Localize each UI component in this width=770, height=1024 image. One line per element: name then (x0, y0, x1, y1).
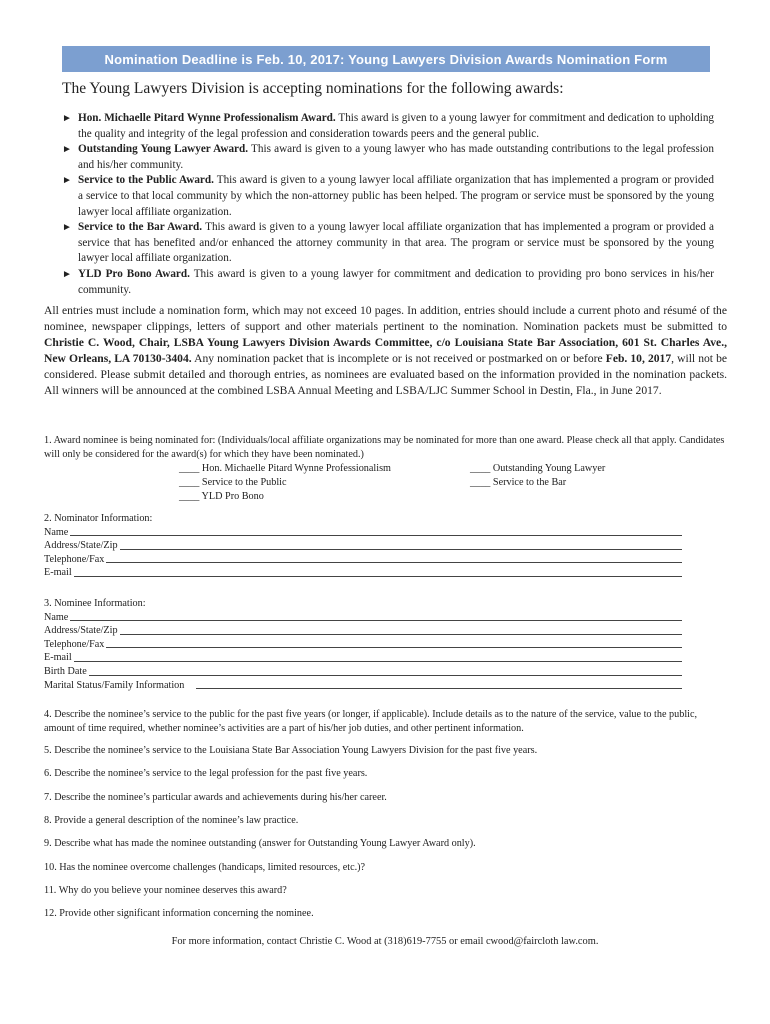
entries-paragraph (44, 303, 727, 400)
entries-text: Any nomination packet that is incomplete or is not received or postmarked on or before (191, 352, 606, 366)
nominee-marital-status-field[interactable] (44, 679, 682, 693)
field-line[interactable] (74, 652, 682, 662)
award-name: Hon. Michaelle Pitard Wynne Professionalism Award. (78, 112, 336, 124)
entries-text: , will not be considered. Please submit detailed and thorough entries, as nominees are evaluated based on the information provided in the nomination packets. All winners will be announced at the combined LSBA Annual Meeting and LSBA/LJC Summer School in Destin, Fla., in June 2017. (44, 352, 728, 398)
question-11: 11. Why do you believe your nominee deserves this award? (44, 885, 287, 896)
deadline-date: Feb. 10, 2017 (605, 352, 672, 366)
award-name: Service to the Bar Award. (78, 221, 203, 234)
nominator-address-field[interactable] (44, 539, 682, 553)
award-checklist-left (179, 462, 391, 504)
field-label: E-mail (44, 567, 72, 579)
entries-text: All entries must include a nomination form, which may not exceed 10 pages. In addition, entries should include a current photo and résumé of the nominee, newspaper clippings, letters of support and other materials pertinent to the nomination. Nomination packets must be submitted to (44, 304, 727, 334)
award-item (62, 267, 714, 298)
field-line[interactable] (106, 638, 682, 648)
award-checklist-right (470, 462, 605, 490)
intro-text: The Young Lawyers Division is accepting nominations for the following awards: (62, 80, 564, 97)
field-label: Telephone/Fax (44, 553, 105, 565)
checkbox-professionalism[interactable]: ____ Hon. Michaelle Pitard Wynne Professionalism (179, 463, 391, 474)
nominator-telephone-field[interactable] (44, 553, 682, 567)
awards-list (62, 111, 714, 298)
field-label: Name (44, 526, 69, 538)
question-9: 9. Describe what has made the nominee outstanding (answer for Outstanding Young Lawyer Award only). (44, 838, 476, 849)
arrow-right-icon: ► (62, 222, 72, 234)
deadline-banner: Nomination Deadline is Feb. 10, 2017: Young Lawyers Division Awards Nomination Form (62, 46, 710, 72)
award-name: YLD Pro Bono Award. (78, 267, 190, 280)
nominee-address-field[interactable] (44, 624, 682, 638)
award-item (62, 173, 714, 220)
field-label: Address/State/Zip (44, 540, 118, 552)
award-item (62, 220, 714, 267)
nominee-birth-date-field[interactable] (44, 665, 682, 679)
field-line[interactable] (120, 540, 682, 550)
field-line[interactable] (196, 679, 682, 689)
arrow-right-icon: ► (62, 144, 72, 156)
field-line[interactable] (70, 526, 682, 536)
question-6: 6. Describe the nominee’s service to the legal profession for the past five years. (44, 768, 368, 779)
field-line[interactable] (74, 567, 682, 577)
question-8: 8. Provide a general description of the nominee’s law practice. (44, 815, 299, 826)
nominator-email-field[interactable] (44, 566, 682, 580)
nominator-name-field[interactable] (44, 526, 682, 540)
award-item (62, 111, 714, 142)
question-7: 7. Describe the nominee’s particular awards and achievements during his/her career. (44, 792, 387, 803)
arrow-right-icon: ► (62, 268, 72, 280)
nominee-section (44, 597, 682, 692)
question-1: 1. Award nominee is being nominated for: (Individuals/local affiliate organizations may be nominated for more than one award. Please check all that apply. Candidates will only be considered for the award(s) for which they have been nominated.) (44, 435, 725, 460)
contact-footer: For more information, contact Christie C. Wood at (318)619-7755 or email cwood@faircloth law.com. (171, 936, 599, 947)
field-label: Marital Status/Family Information (44, 679, 185, 691)
arrow-right-icon: ► (62, 175, 72, 187)
nominee-telephone-field[interactable] (44, 638, 682, 652)
arrow-right-icon: ► (62, 113, 72, 124)
field-line[interactable] (120, 625, 682, 635)
checkbox-outstanding-young-lawyer[interactable]: ____ Outstanding Young Lawyer (470, 463, 606, 474)
nominator-section (44, 512, 682, 580)
checkbox-service-bar[interactable]: ____ Service to the Bar (470, 477, 567, 488)
award-item (62, 142, 714, 173)
award-description: This award is given to a young lawyer local affiliate organization that has implemented a program or provided a service that has benefited and/or enhanced the attorney community in that area. The program or service must be sponsored by the young lawyer local affiliate organization. (78, 221, 714, 265)
question-5: 5. Describe the nominee’s service to the Louisiana State Bar Association Young Lawyers Division for the past five years. (44, 745, 538, 756)
field-label: Name (44, 611, 69, 623)
field-label: Birth Date (44, 665, 87, 677)
nominator-heading: 2. Nominator Information: (44, 513, 153, 524)
field-label: E-mail (44, 652, 72, 664)
field-line[interactable] (89, 666, 682, 676)
field-line[interactable] (106, 553, 682, 563)
award-description: This award is given to a young lawyer for commitment and dedication to providing pro bono services in his/her community. (78, 267, 714, 296)
checkbox-service-public[interactable]: ____ Service to the Public (179, 477, 287, 488)
field-label: Telephone/Fax (44, 638, 105, 650)
question-10: 10. Has the nominee overcome challenges (handicaps, limited resources, etc.)? (44, 862, 366, 873)
field-line[interactable] (70, 611, 682, 621)
field-label: Address/State/Zip (44, 625, 118, 637)
nominee-name-field[interactable] (44, 611, 682, 625)
question-12: 12. Provide other significant information concerning the nominee. (44, 908, 314, 919)
award-description: This award is given to a young lawyer who has made outstanding contributions to the legal profession and his/her community. (78, 143, 714, 171)
question-4: 4. Describe the nominee’s service to the public for the past five years (or longer, if applicable). Include details as to the nature of the service, value to the public, amount of time required, whether nominee’s activities are a part of his/her job duties, and other pertinent information. (44, 709, 698, 734)
award-description: This award is given to a young lawyer for commitment and dedication to upholding the quality and integrity of the legal profession and consideration towards peers and the general public. (78, 112, 715, 140)
award-description: This award is given to a young lawyer local affiliate organization that has implemented a program or provided a service to that local community by which the non-attorney public has been helped. The program or service must be sponsored by the young lawyer local affiliate organization. (78, 174, 714, 218)
award-name: Service to the Public Award. (78, 174, 214, 187)
award-name: Outstanding Young Lawyer Award. (78, 143, 249, 156)
checkbox-pro-bono[interactable]: ____ YLD Pro Bono (179, 491, 264, 502)
submission-address: Christie C. Wood, Chair, LSBA Young Lawyers Division Awards Committee, c/o Louisiana State Bar Association, 601 St. Charles Ave., New Orleans, LA 70130-3404. (44, 336, 727, 366)
nominee-heading: 3. Nominee Information: (44, 598, 146, 609)
nominee-email-field[interactable] (44, 651, 682, 665)
